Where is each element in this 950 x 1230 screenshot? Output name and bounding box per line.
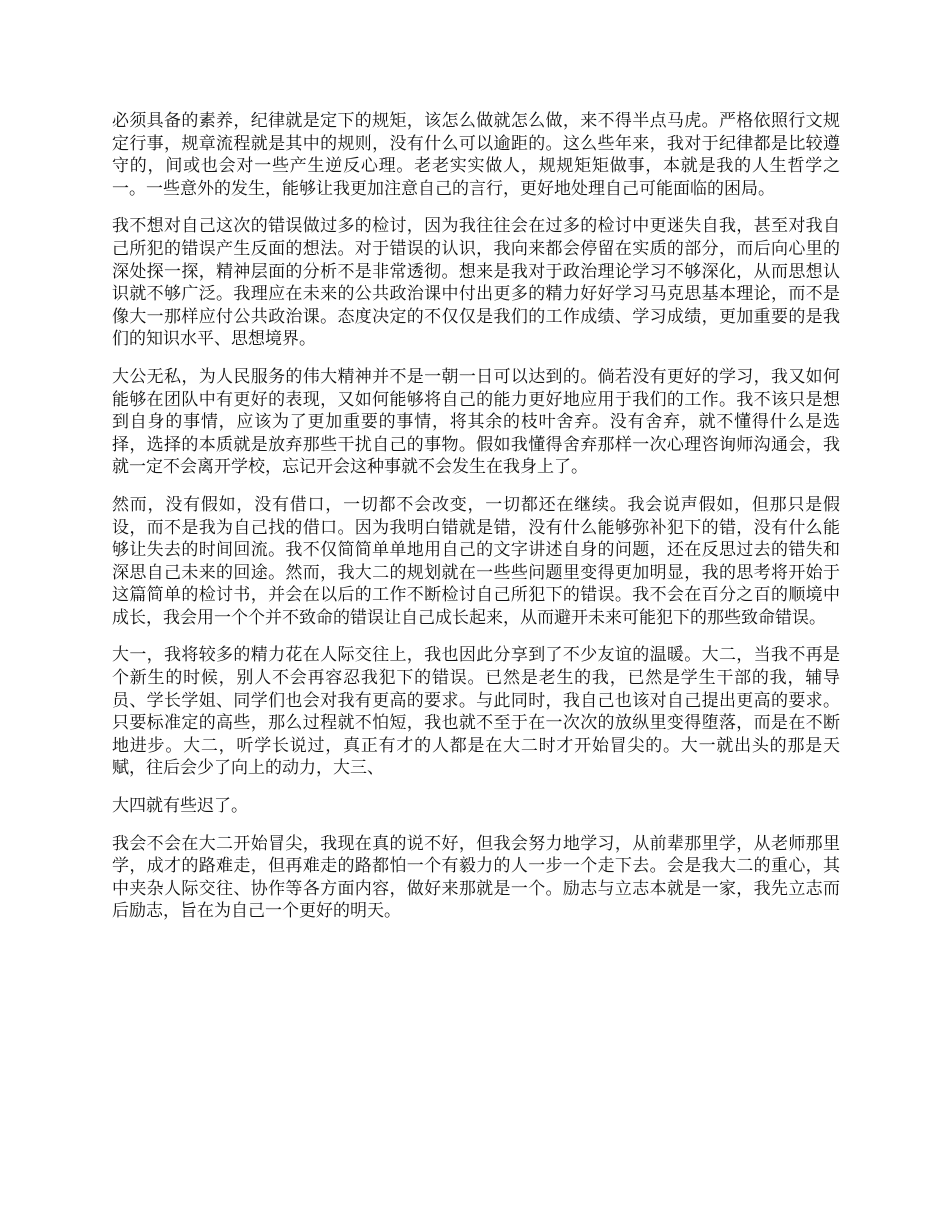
paragraph-4: 然而，没有假如，没有借口，一切都不会改变，一切都还在继续。我会说声假如，但那只是假设，而不是我为自己找的借口。因为我明白错就是错，没有什么能够弥补犯下的错，没有什么能够让失去的时间回流。我不仅简简单单地用自己的文字讲述自身的问题，还在反思过去的错失和深思自己未来的回途。然而，我大二的规划就在一些些问题里变得更加明显，我的思考将开始于这篇简单的检讨书，并会在以后的工作不断检讨自己所犯下的错误。我不会在百分之百的顺境中成长，我会用一个个并不致命的错误让自己成长起来，从而避开未来可能犯下的那些致命错误。 <box>112 494 840 628</box>
paragraph-1: 必须具备的素养，纪律就是定下的规矩，该怎么做就怎么做，来不得半点马虎。严格依照行文规定行事，规章流程就是其中的规则，没有什么可以逾距的。这么些年来，我对于纪律都是比较遵守的，间或也会对一些产生逆反心理。老老实实做人，规规矩矩做事，本就是我的人生哲学之一。一些意外的发生，能够让我更加注意自己的言行，更好地处理自己可能面临的困局。 <box>112 111 840 199</box>
document-body <box>112 110 840 938</box>
paragraph-3: 大公无私，为人民服务的伟大精神并不是一朝一日可以达到的。倘若没有更好的学习，我又如何能够在团队中有更好的表现，又如何能够将自己的能力更好地应用于我们的工作。我不该只是想到自身的事情，应该为了更加重要的事情，将其余的枝叶舍弃。没有舍弃，就不懂得什么是选择，选择的本质就是放弃那些干扰自己的事物。假如我懂得舍弃那样一次心理咨询师沟通会，我就一定不会离开学校，忘记开会这种事就不会发生在我身上了。 <box>112 366 840 478</box>
paragraph-5: 大一，我将较多的精力花在人际交往上，我也因此分享到了不少友谊的温暖。大二，当我不再是个新生的时候，别人不会再容忍我犯下的错误。已然是老生的我，已然是学生干部的我，辅导员、学长学姐、同学们也会对我有更高的要求。与此同时，我自己也该对自己提出更高的要求。只要标准定的高些，那么过程就不怕短，我也就不至于在一次次的放纵里变得堕落，而是在不断地进步。大二，听学长说过，真正有才的人都是在大二时才开始冒尖的。大一就出头的那是天赋，往后会少了向上的动力，大三、 <box>112 645 840 779</box>
paragraph-6: 大四就有些迟了。 <box>112 796 248 817</box>
paragraph-2: 我不想对自己这次的错误做过多的检讨，因为我往往会在过多的检讨中更迷失自我，甚至对我自己所犯的错误产生反面的想法。对于错误的认识，我向来都会停留在实质的部分，而后向心里的深处探一探，精神层面的分析不是非常透彻。想来是我对于政治理论学习不够深化，从而思想认识就不够广泛。我理应在未来的公共政治课中付出更多的精力好好学习马克思基本理论，而不是像大一那样应付公共政治课。态度决定的不仅仅是我们的工作成绩、学习成绩，更加重要的是我们的知识水平、思想境界。 <box>112 216 840 350</box>
paragraph-7: 我会不会在大二开始冒尖，我现在真的说不好，但我会努力地学习，从前辈那里学，从老师那里学，成才的路难走，但再难走的路都怕一个有毅力的人一步一个走下去。会是我大二的重心，其中夹杂人际交往、协作等各方面内容，做好来那就是一个。励志与立志本就是一家，我先立志而后励志，旨在为自己一个更好的明天。 <box>112 833 840 922</box>
